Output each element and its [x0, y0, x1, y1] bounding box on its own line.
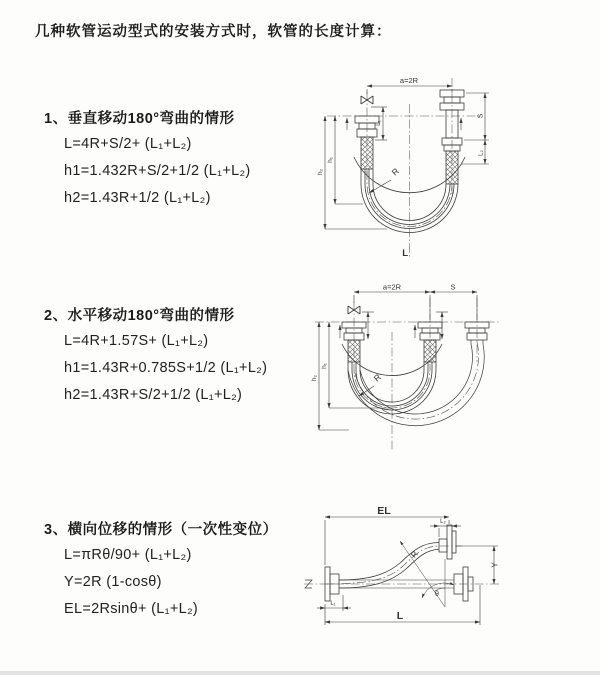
diagram-vertical-180-bend	[305, 72, 593, 270]
dim-label-l1: L₁	[330, 601, 336, 607]
dim-label-y: Y	[490, 562, 500, 568]
radius-label: R	[371, 371, 383, 384]
braided-hose-section	[424, 340, 436, 362]
hose-displaced-position	[348, 340, 484, 426]
hose-displaced-position	[326, 543, 462, 589]
braided-hose-section	[348, 340, 360, 362]
dim-label-span: a=2R	[382, 282, 402, 292]
dim-label-span: a=2R	[399, 76, 419, 85]
section-3-formula-el: EL=2Rsinθ+ (L₁+L₂)	[64, 601, 199, 617]
radius-label: R	[389, 165, 401, 178]
angle-label: θ	[435, 591, 439, 598]
braided-hose-section	[361, 137, 373, 169]
dim-label-l2: L₂	[440, 519, 446, 525]
section-2-formula-h2: h2=1.43R+S/2+1/2 (L₁+L₂)	[64, 387, 243, 403]
section-3-formula-l: L=πRθ/90+ (L₁+L₂)	[64, 547, 192, 563]
length-label: L	[402, 248, 408, 259]
dim-label-s: S	[477, 113, 485, 119]
left-fitting	[342, 322, 366, 362]
diagram-lateral-displacement	[296, 497, 600, 655]
radius-construction	[400, 541, 454, 607]
dim-label-el: EL	[377, 505, 391, 517]
section-3-heading: 3、横向位移的情形（一次性变位）	[44, 522, 278, 538]
dim-label-l1: L₁	[376, 120, 382, 126]
dim-label-h1: h₁	[327, 157, 334, 163]
upper-flange	[439, 525, 456, 559]
section-1-formula-l: L=4R+S/2+ (L₁+L₂)	[64, 136, 192, 152]
section-1-formula-h2: h2=1.43R+1/2 (L₁+L₂)	[64, 190, 211, 206]
dim-label-l2: L₂	[478, 150, 485, 156]
dim-label-h2: h₂	[311, 374, 318, 382]
diagram-horizontal-180-bend	[305, 282, 593, 464]
section-2-formula-l: L=4R+1.57S+ (L₁+L₂)	[64, 333, 209, 349]
page-bottom-edge	[0, 671, 600, 675]
page-title: 几种软管运动型式的安装方式时，软管的长度计算：	[35, 24, 392, 40]
section-1-formula-h1: h1=1.432R+S/2+1/2 (L₁+L₂)	[64, 163, 251, 179]
section-3-formula-y: Y=2R (1-cosθ)	[64, 574, 162, 590]
section-2-heading: 2、水平移动180°弯曲的情形	[44, 308, 235, 324]
section-1-heading: 1、垂直移动180°弯曲的情形	[44, 111, 235, 127]
radius-label: R	[409, 549, 420, 560]
dim-label-h2: h₂	[317, 168, 324, 176]
section-2-formula-h1: h1=1.43R+0.785S+1/2 (L₁+L₂)	[64, 360, 268, 376]
middle-fitting	[418, 322, 442, 362]
length-label: L	[396, 610, 404, 622]
dim-label-h1: h₁	[321, 363, 328, 369]
dim-label-s: S	[450, 282, 456, 292]
